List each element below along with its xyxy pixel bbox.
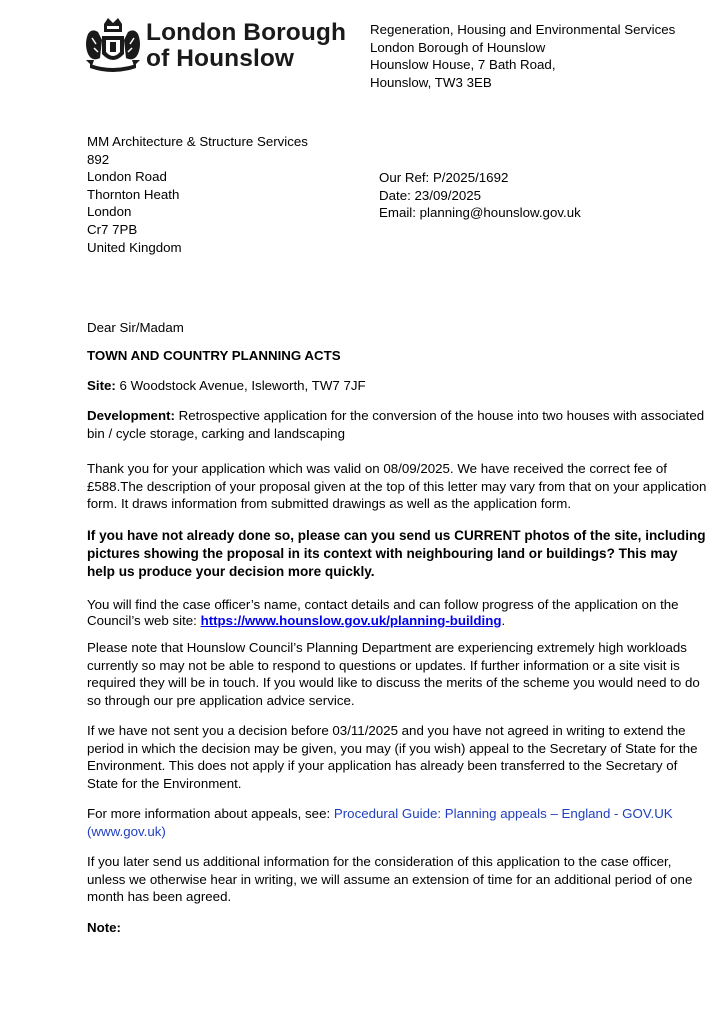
- reference-block: [379, 169, 581, 222]
- letter-date: Date: 23/09/2025: [379, 187, 482, 203]
- recipient-line: United Kingdom: [87, 239, 182, 255]
- case-officer-paragraph: [87, 597, 707, 629]
- site-value: 6 Woodstock Avenue, Isleworth, TW7 7JF: [115, 378, 366, 393]
- contact-email: Email: planning@hounslow.gov.uk: [379, 205, 581, 221]
- sender-line: Regeneration, Housing and Environmental Services: [370, 22, 676, 37]
- site-line: [87, 377, 707, 395]
- council-name-line-1: London Borough: [146, 19, 347, 46]
- development-line: [87, 407, 707, 442]
- sender-line: London Borough of Hounslow: [370, 39, 546, 55]
- our-ref: Our Ref: P/2025/1692: [379, 170, 509, 185]
- appeals-info-text: For more information about appeals, see:: [87, 806, 334, 821]
- validity-paragraph: Thank you for your application which was valid on 08/09/2025. We have received the correct fee of £588.The description of your proposal given at the top of this letter may vary from that on your application form. It draws information from submitted drawings as well as the application form.: [87, 461, 707, 512]
- development-value: Retrospective application for the conversion of the house into two houses with associated bin / cycle storage, carking and landscaping: [87, 408, 705, 441]
- recipient-line: Thornton Heath: [87, 186, 180, 202]
- planning-website-link[interactable]: https://www.hounslow.gov.uk/planning-building: [200, 613, 502, 628]
- appeals-guide-link[interactable]: Procedural Guide: Planning appeals – England - GOV.UK (www.gov.uk): [87, 806, 673, 839]
- case-officer-text: You will find the case officer’s name, contact details and can follow progress of the application on the Council’s web site:: [87, 597, 679, 628]
- site-label: Site:: [87, 378, 116, 393]
- appeal-paragraph: If we have not sent you a decision before 03/11/2025 and you have not agreed in writing to extend the period in which the decision may be given, you may (if you wish) appeal to the Secretary of State for the Environment. This does not apply if your application has already been transferred to the Secretary of State for the Environment.: [87, 723, 698, 791]
- sender-line: Hounslow, TW3 3EB: [370, 74, 492, 90]
- recipient-address: [87, 133, 308, 256]
- recipient-line: MM Architecture & Structure Services: [87, 134, 308, 149]
- sender-line: Hounslow House, 7 Bath Road,: [370, 57, 556, 73]
- case-officer-text-end: .: [501, 613, 506, 628]
- note-heading: Note:: [87, 920, 121, 935]
- recipient-line: Cr7 7PB: [87, 221, 138, 237]
- borough-crest-icon: [82, 14, 144, 74]
- council-name: [146, 20, 346, 72]
- development-label: Development:: [87, 408, 175, 423]
- recipient-line: 892: [87, 151, 110, 167]
- workload-paragraph: Please note that Hounslow Council’s Planning Department are experiencing extremely high workloads currently so may not be able to respond to questions or updates. If further information or a site visit is required they will be in touch. If you would like to discuss the merits of the scheme you would need to do so through our pre application advice service.: [87, 640, 700, 708]
- sender-address: [370, 21, 675, 91]
- council-logo: [82, 14, 352, 76]
- greeting: Dear Sir/Madam: [87, 320, 184, 335]
- recipient-line: London: [87, 204, 132, 220]
- council-name-line-2: of Hounslow: [146, 45, 295, 72]
- extension-paragraph: If you later send us additional information for the consideration of this application to the case officer, unless we otherwise hear in writing, we will assume an extension of time for an additional period of one month has been agreed.: [87, 854, 693, 905]
- appeals-info-paragraph: [87, 805, 707, 840]
- photos-request-paragraph: If you have not already done so, please can you send us CURRENT photos of the site, including pictures showing the proposal in its context with neighbouring land or buildings? This may help us produce your decision more quickly.: [87, 528, 706, 579]
- recipient-line: London Road: [87, 169, 167, 185]
- letter-heading: TOWN AND COUNTRY PLANNING ACTS: [87, 348, 341, 363]
